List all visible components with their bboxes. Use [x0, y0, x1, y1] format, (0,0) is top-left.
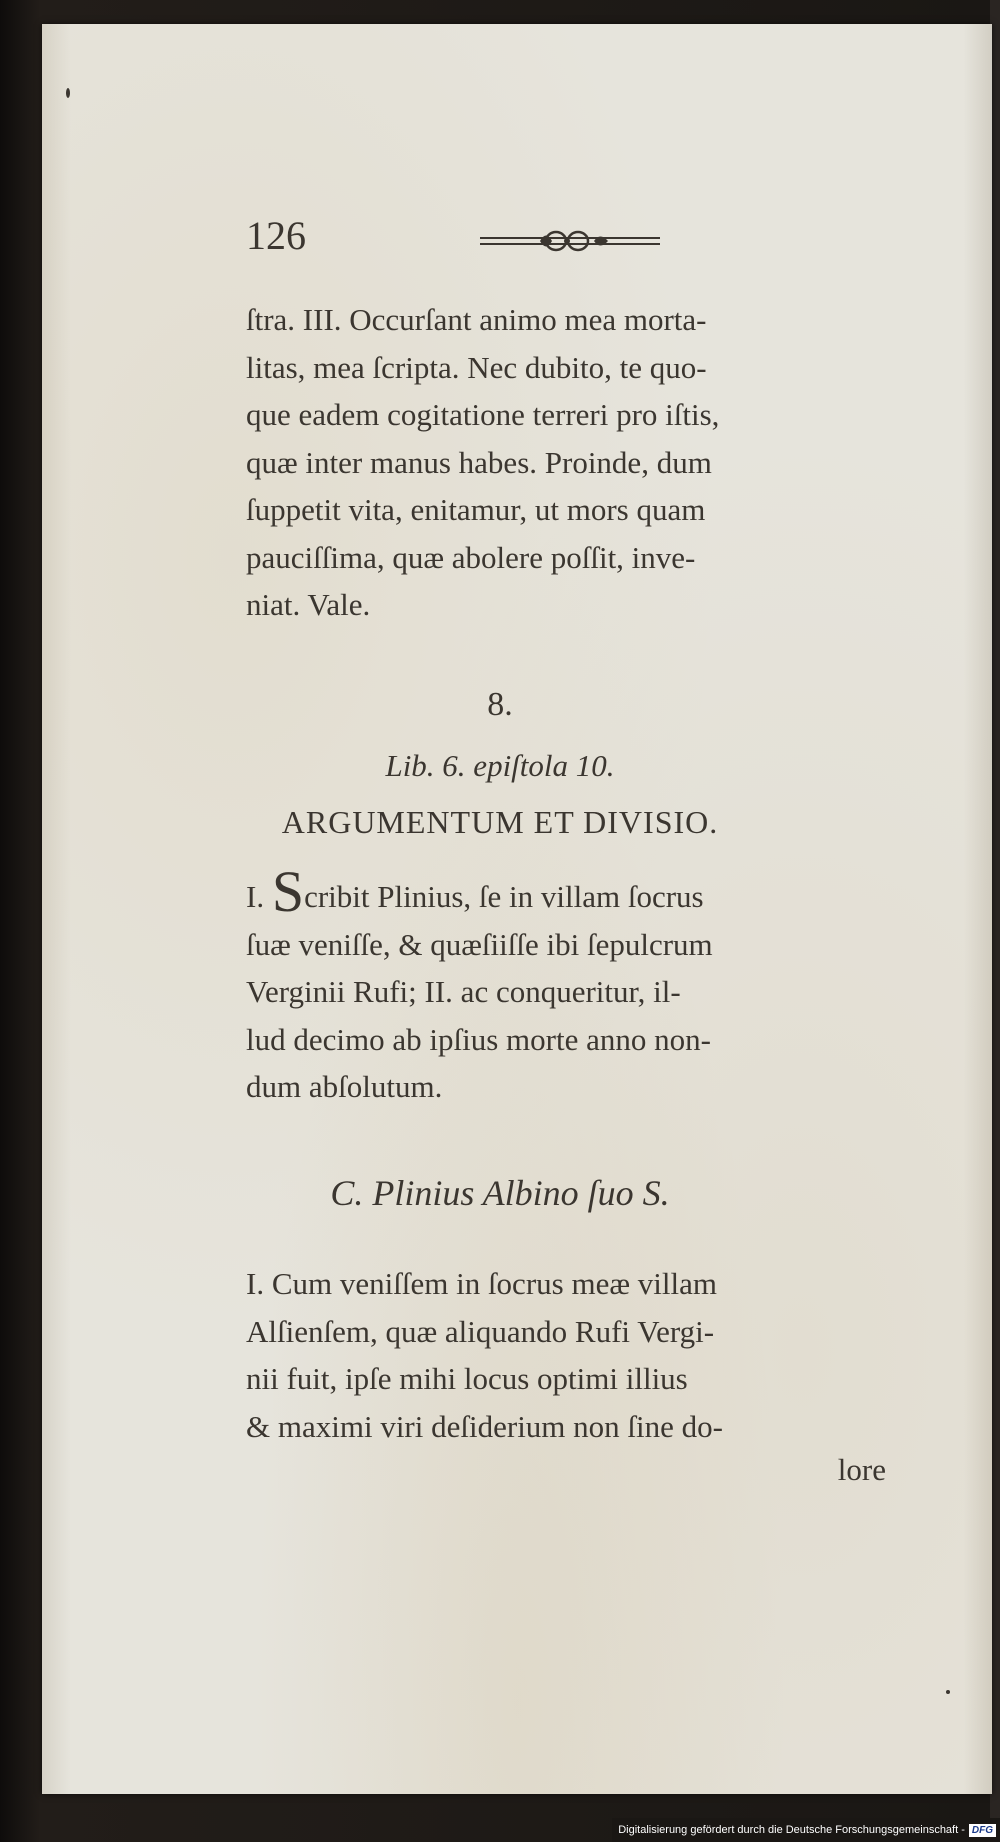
- section-number: 8.: [487, 686, 513, 723]
- dfg-logo-icon: DFG: [969, 1824, 996, 1837]
- text-line: Verginii Rufi; II. ac conqueritur, il-: [246, 974, 681, 1009]
- paragraph-continuation: [246, 296, 886, 629]
- text-line: I. Cum veniſſem in ſocrus meæ villam: [246, 1266, 717, 1301]
- paper-speck: [66, 88, 70, 98]
- text-line: pauciſſima, quæ abolere poſſit, inve-: [246, 539, 696, 575]
- text-line: Alſienſem, quæ aliquando Rufi Vergi-: [246, 1313, 715, 1349]
- text-line: ſuæ veniſſe, & quæſiiſſe ibi ſepulcrum: [246, 926, 713, 962]
- digitization-credit-text: Digitalisierung gefördert durch die Deutsche Forschungsgemeinschaft -: [618, 1824, 965, 1836]
- text-line: ſuppetit vita, enitamur, ut mors quam: [246, 492, 706, 527]
- text-line: lud decimo ab ipſius morte anno non-: [246, 1021, 711, 1057]
- argument-numeral: I.: [246, 879, 265, 914]
- digitization-credit-bar: [612, 1818, 1000, 1842]
- page-number: 126: [246, 213, 306, 258]
- text-line: niat. Vale.: [246, 587, 371, 622]
- paper-speck: [946, 1690, 950, 1694]
- argument-paragraph: [246, 859, 886, 1111]
- drop-cap: S: [271, 859, 305, 924]
- argument-first-line-text: cribit Plinius, ſe in villam ſocrus: [304, 879, 704, 914]
- argument-first-line: [246, 859, 886, 924]
- letter-salutation: C. Plinius Albino ſuo S.: [330, 1173, 670, 1213]
- letter-paragraph: [246, 1260, 886, 1450]
- text-line: litas, mea ſcripta. Nec dubito, te quo-: [246, 349, 707, 385]
- text-line: dum abſolutum.: [246, 1069, 443, 1104]
- text-line: ſtra. III. Occurſant animo mea morta-: [246, 302, 707, 337]
- text-line: nii fuit, ipſe mihi locus optimi illius: [246, 1361, 688, 1396]
- catchword: lore: [837, 1452, 886, 1487]
- section-reference: Lib. 6. epiſtola 10.: [385, 748, 615, 783]
- text-line: & maximi viri deſiderium non ſine do-: [246, 1408, 723, 1444]
- text-line: que eadem cogitatione terreri pro iſtis,: [246, 397, 720, 432]
- section-heading: ARGUMENTUM ET DIVISIO.: [281, 804, 719, 840]
- decorative-rule-ornament-icon: [480, 224, 660, 258]
- text-line: quæ inter manus habes. Proinde, dum: [246, 444, 712, 480]
